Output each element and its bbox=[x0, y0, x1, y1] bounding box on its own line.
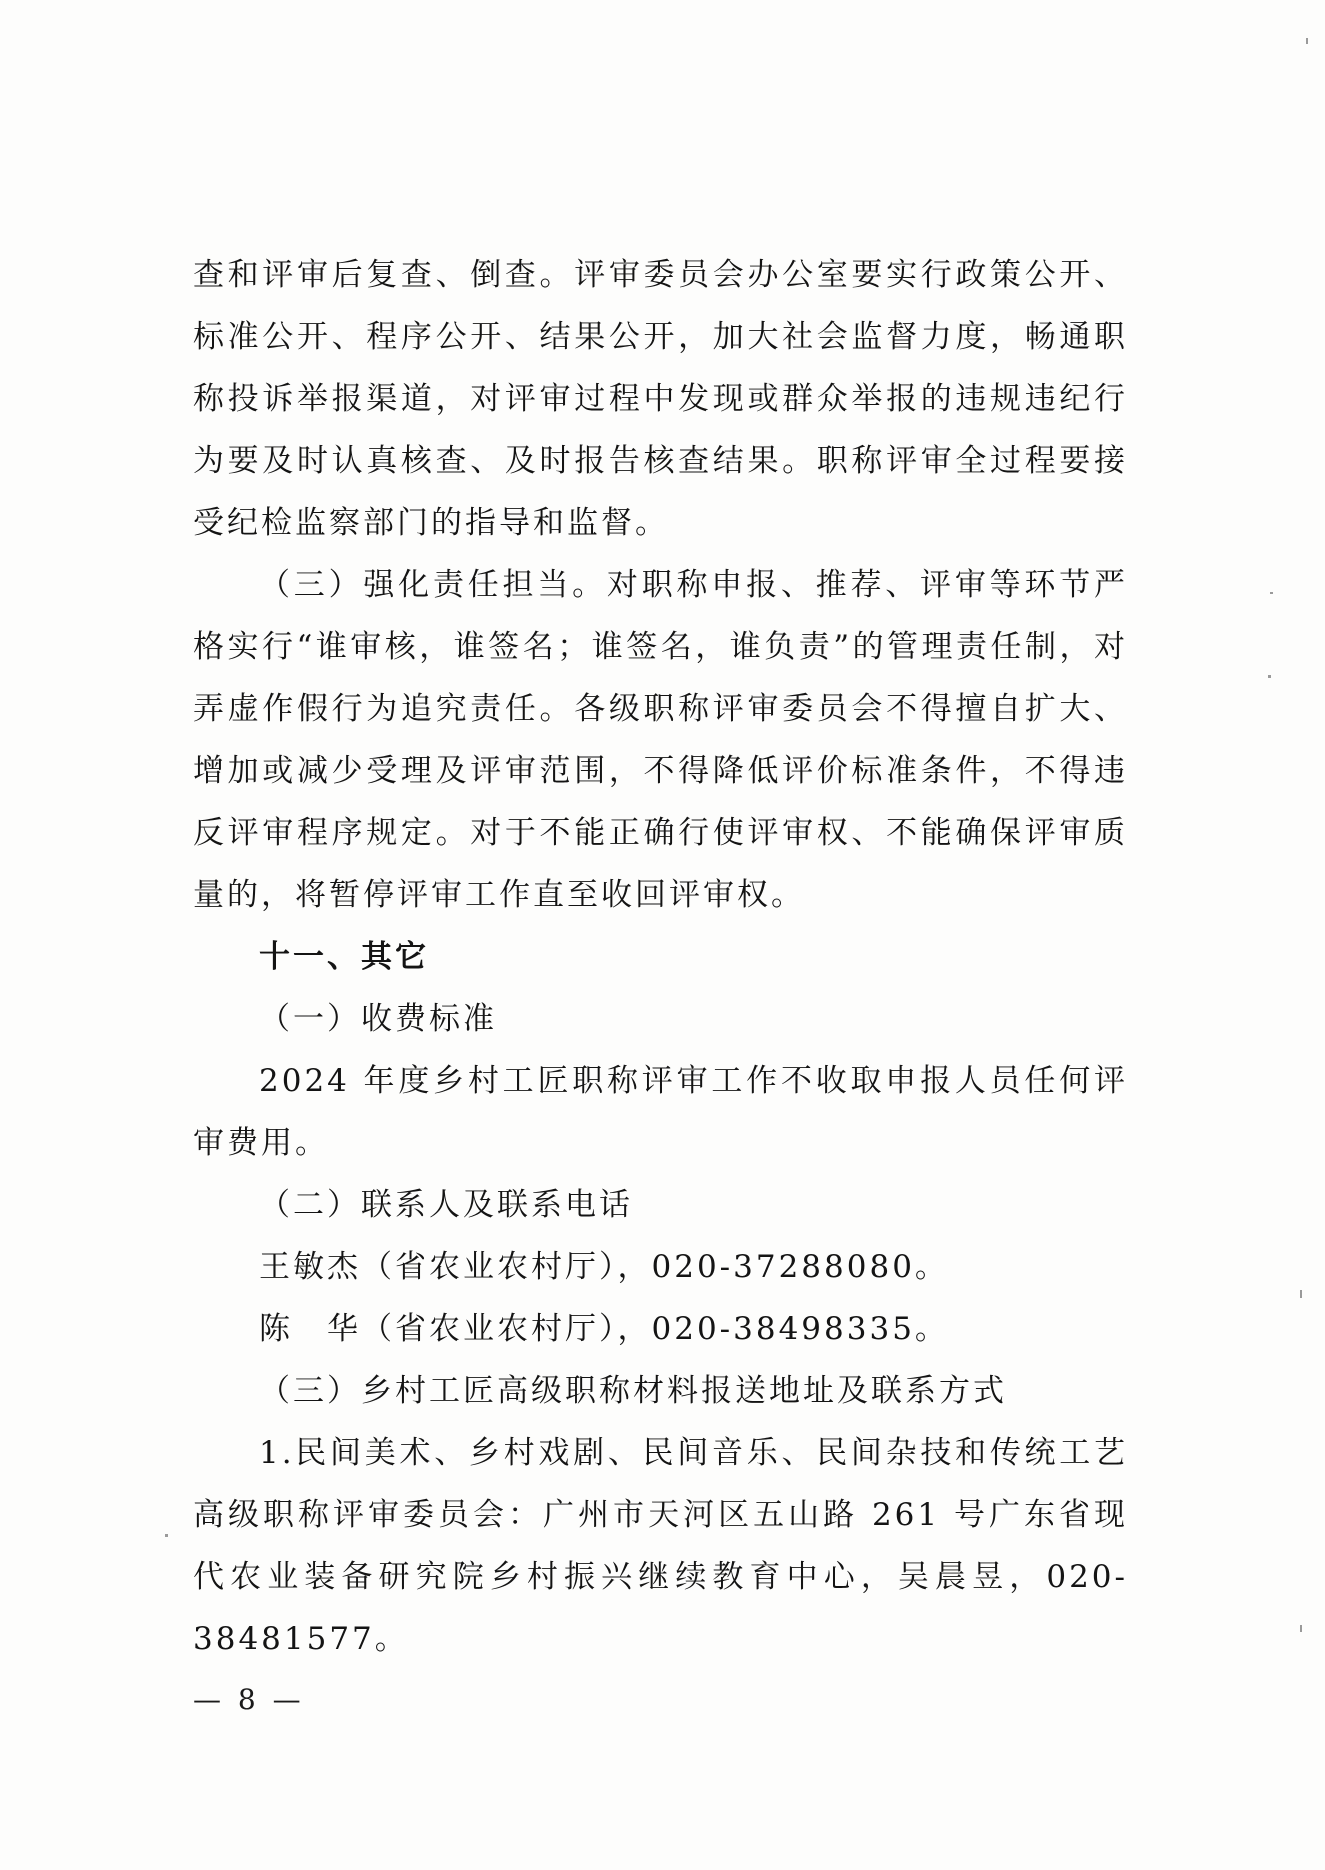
scan-speck bbox=[1268, 675, 1271, 678]
scan-speck bbox=[1306, 38, 1308, 44]
address-title: （三）乡村工匠高级职称材料报送地址及联系方式 bbox=[259, 1373, 1007, 1409]
contacts-title: （二）联系人及联系电话 bbox=[259, 1187, 633, 1223]
scan-speck bbox=[165, 1534, 168, 1537]
fee-title: （一）收费标准 bbox=[259, 1001, 497, 1037]
fee-text: 2024 年度乡村工匠职称评审工作不收取申报人员任何评审费用。 bbox=[193, 1063, 1128, 1161]
contact-item: 王敏杰（省农业农村厅），020-37288080。 bbox=[259, 1249, 949, 1285]
scan-speck bbox=[1300, 1625, 1302, 1632]
scan-speck bbox=[1270, 592, 1273, 594]
paragraph-responsibility: （三）强化责任担当。对职称申报、推荐、评审等环节严格实行“谁审核，谁签名；谁签名，谁负责”的管理责任制，对弄虚作假行为追究责任。各级职称评审委员会不得擅自扩大、增加或减少受理及评审范围，不得降低评价标准条件，不得违反评审程序规定。对于不能正确行使评审权、不能确保评审质量的，将暂停评审工作直至收回评审权。 bbox=[193, 567, 1128, 913]
section-heading: 十一、其它 bbox=[259, 939, 429, 975]
contact-item: 陈 华（省农业农村厅），020-38498335。 bbox=[259, 1311, 949, 1347]
document-body bbox=[193, 244, 1128, 1670]
address-item-1: 1.民间美术、乡村戏剧、民间音乐、民间杂技和传统工艺高级职称评审委员会：广州市天河区五山路 261 号广东省现代农业装备研究院乡村振兴继续教育中心，吴晨昱，020-38481577。 bbox=[193, 1435, 1128, 1657]
page-number: — 8 — bbox=[193, 1683, 305, 1716]
scan-speck bbox=[1300, 1290, 1302, 1298]
paragraph-supervision: 查和评审后复查、倒查。评审委员会办公室要实行政策公开、标准公开、程序公开、结果公开，加大社会监督力度，畅通职称投诉举报渠道，对评审过程中发现或群众举报的违规违纪行为要及时认真核查、及时报告核查结果。职称评审全过程要接受纪检监察部门的指导和监督。 bbox=[193, 257, 1128, 541]
